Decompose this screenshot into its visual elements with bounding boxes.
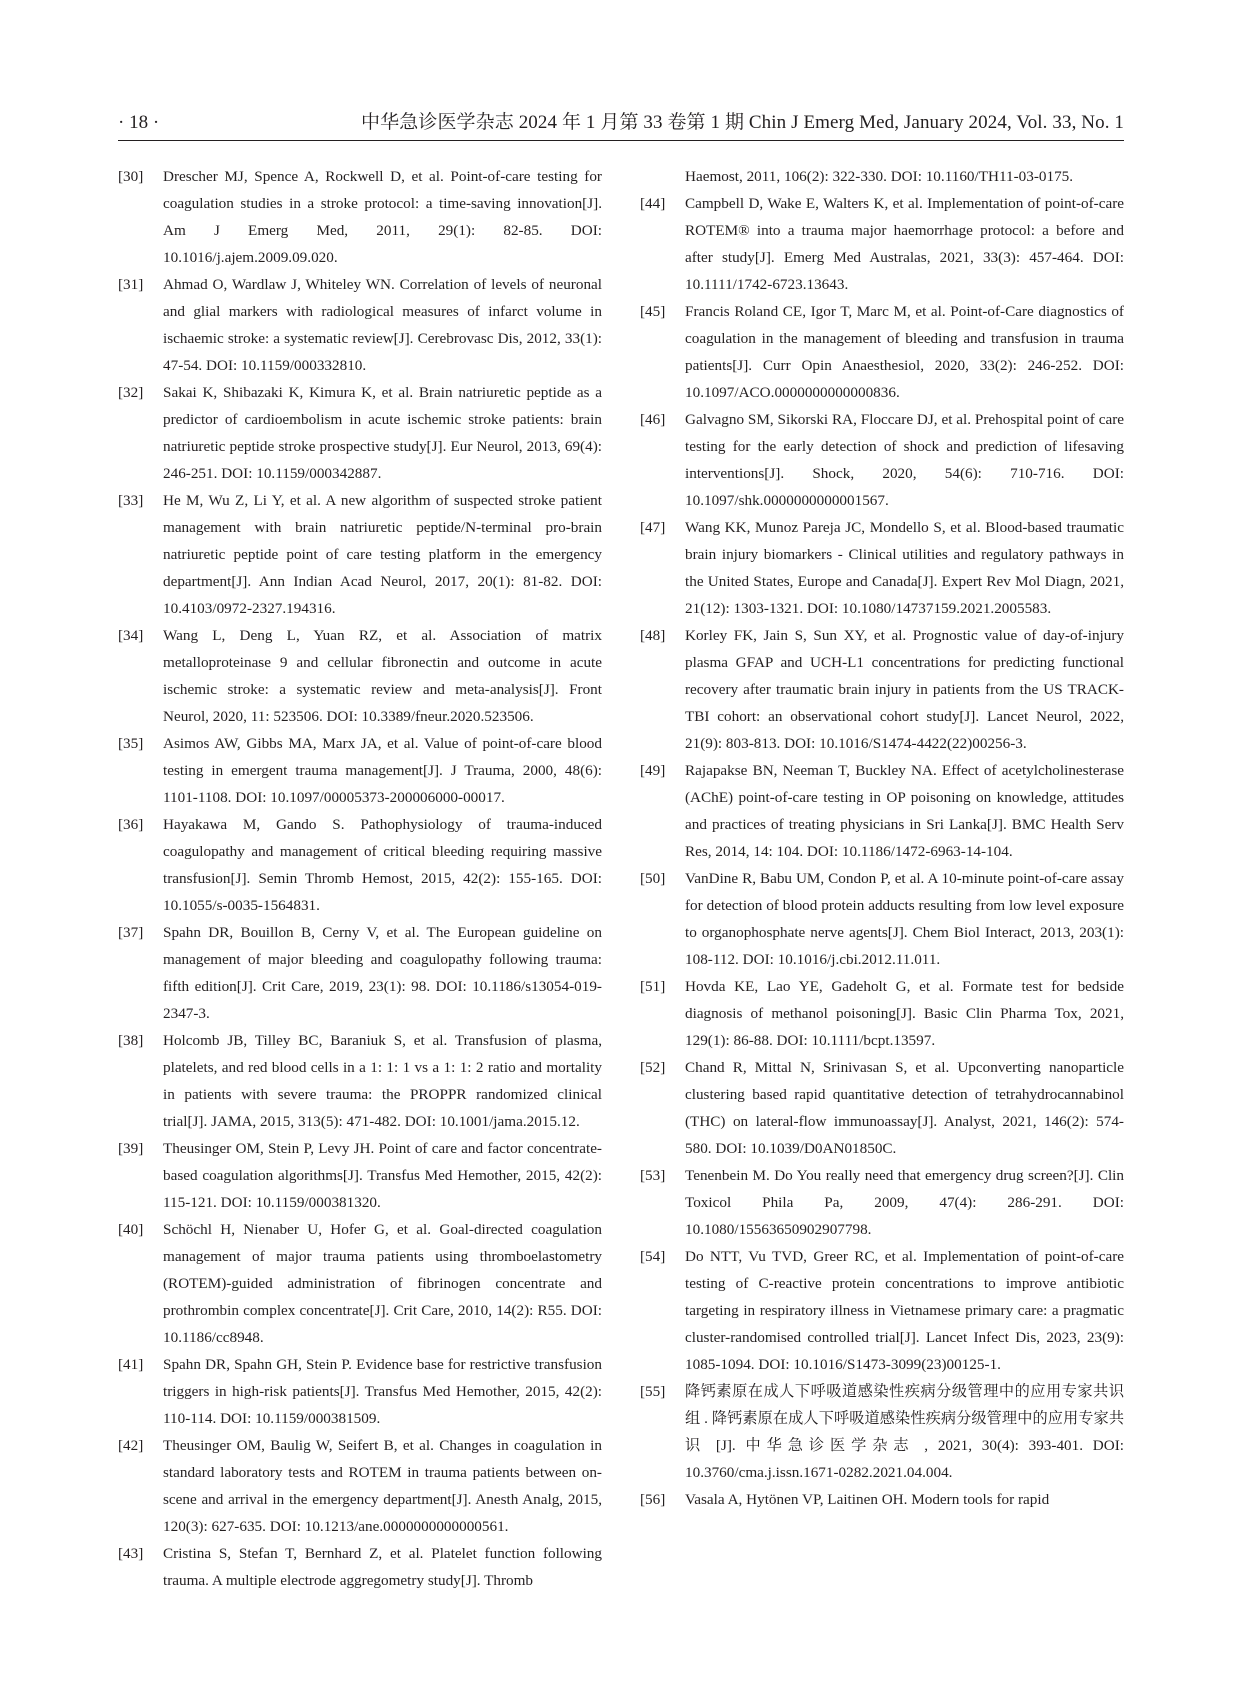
reference-text: Vasala A, Hytönen VP, Laitinen OH. Modern tools for rapid <box>685 1491 1050 1508</box>
reference-text: Schöchl H, Nienaber U, Hofer G, et al. Goal-directed coagulation management of major trauma patients using thromboelastometry (ROTEM)-guided administration of fibrinogen concentrate and prothrombin complex concentrate[J]. Crit Care, 2010, 14(2): R55. DOI: 10.1186/cc8948. <box>163 1221 602 1346</box>
reference-number: [35] <box>118 735 144 752</box>
reference-item <box>640 757 1124 865</box>
reference-item <box>118 1351 602 1432</box>
reference-number: [30] <box>118 168 144 185</box>
reference-text: Do NTT, Vu TVD, Greer RC, et al. Implementation of point-of-care testing of C-reactive protein concentrations to improve antibiotic targeting in respiratory illness in Vietnamese primary care: a pragmatic cluster-randomised controlled trial[J]. Lancet Infect Dis, 2023, 23(9): 1085-1094. DOI: 10.1016/S1473-3099(23)00125-1. <box>685 1248 1124 1373</box>
reference-text: Cristina S, Stefan T, Bernhard Z, et al. Platelet function following trauma. A multiple electrode aggregometry study[J]. Thromb <box>163 1545 602 1589</box>
reference-item <box>640 1378 1124 1486</box>
reference-item <box>118 487 602 622</box>
reference-item <box>640 973 1124 1054</box>
reference-number: [41] <box>118 1356 144 1373</box>
reference-item <box>118 919 602 1027</box>
reference-item <box>640 514 1124 622</box>
reference-text: Spahn DR, Bouillon B, Cerny V, et al. The European guideline on management of major bleeding and coagulopathy following trauma: fifth edition[J]. Crit Care, 2019, 23(1): 98. DOI: 10.1186/s13054-019-2347-3. <box>163 924 602 1022</box>
reference-number: [43] <box>118 1545 144 1562</box>
reference-text: Tenenbein M. Do You really need that emergency drug screen?[J]. Clin Toxicol Phila Pa, 2009, 47(4): 286-291. DOI: 10.1080/15563650902907798. <box>685 1167 1124 1238</box>
reference-text: Hovda KE, Lao YE, Gadeholt G, et al. Formate test for bedside diagnosis of methanol poisoning[J]. Basic Clin Pharma Tox, 2021, 129(1): 86-88. DOI: 10.1111/bcpt.13597. <box>685 978 1124 1049</box>
reference-item <box>118 1135 602 1216</box>
reference-number: [55] <box>640 1383 666 1400</box>
reference-text: Theusinger OM, Baulig W, Seifert B, et al. Changes in coagulation in standard laboratory tests and ROTEM in trauma patients between on-scene and arrival in the emergency department[J]. Anesth Analg, 2015, 120(3): 627-635. DOI: 10.1213/ane.0000000000000561. <box>163 1437 602 1535</box>
reference-item <box>118 1540 602 1594</box>
reference-number: [50] <box>640 870 666 887</box>
reference-text: Wang KK, Munoz Pareja JC, Mondello S, et al. Blood-based traumatic brain injury biomarkers - Clinical utilities and regulatory pathways in the United States, Europe and Canada[J]. Expert Rev Mol Diagn, 2021, 21(12): 1303-1321. DOI: 10.1080/14737159.2021.2005583. <box>685 519 1124 617</box>
reference-number: [40] <box>118 1221 144 1238</box>
reference-item <box>118 730 602 811</box>
reference-item <box>118 1027 602 1135</box>
reference-text: Drescher MJ, Spence A, Rockwell D, et al. Point-of-care testing for coagulation studies in a stroke protocol: a time-saving innovation[J]. Am J Emerg Med, 2011, 29(1): 82-85. DOI: 10.1016/j.ajem.2009.09.020. <box>163 168 602 266</box>
reference-number: [39] <box>118 1140 144 1157</box>
reference-item <box>118 163 602 271</box>
running-header <box>118 110 1124 141</box>
reference-item <box>118 271 602 379</box>
reference-text: Haemost, 2011, 106(2): 322-330. DOI: 10.1160/TH11-03-0175. <box>685 168 1074 185</box>
reference-number: [36] <box>118 816 144 833</box>
reference-number: [51] <box>640 978 666 995</box>
reference-text: Campbell D, Wake E, Walters K, et al. Implementation of point-of-care ROTEM® into a trauma major haemorrhage protocol: a before and after study[J]. Emerg Med Australas, 2021, 33(3): 457-464. DOI: 10.1111/1742-6723.13643. <box>685 195 1124 293</box>
page-number: · 18 · <box>118 112 160 133</box>
reference-number: [33] <box>118 492 144 509</box>
references-left-column <box>118 163 602 1594</box>
reference-number: [34] <box>118 627 144 644</box>
reference-item <box>118 1432 602 1540</box>
reference-text: Rajapakse BN, Neeman T, Buckley NA. Effect of acetylcholinesterase (AChE) point-of-care testing in OP poisoning on knowledge, attitudes and practices of treating physicians in Sri Lanka[J]. BMC Health Serv Res, 2014, 14: 104. DOI: 10.1186/1472-6963-14-104. <box>685 762 1124 860</box>
reference-text: Wang L, Deng L, Yuan RZ, et al. Association of matrix metalloproteinase 9 and cellular fibronectin and outcome in acute ischemic stroke: a systematic review and meta-analysis[J]. Front Neurol, 2020, 11: 523506. DOI: 10.3389/fneur.2020.523506. <box>163 627 602 725</box>
reference-item <box>640 1054 1124 1162</box>
reference-text: Spahn DR, Spahn GH, Stein P. Evidence base for restrictive transfusion triggers in high-risk patients[J]. Transfus Med Hemother, 2015, 42(2): 110-114. DOI: 10.1159/000381509. <box>163 1356 602 1427</box>
reference-number: [53] <box>640 1167 666 1184</box>
reference-number: [48] <box>640 627 666 644</box>
reference-number: [38] <box>118 1032 144 1049</box>
reference-text: Asimos AW, Gibbs MA, Marx JA, et al. Value of point-of-care blood testing in emergent trauma management[J]. J Trauma, 2000, 48(6): 1101-1108. DOI: 10.1097/00005373-200006000-00017. <box>163 735 602 806</box>
reference-item <box>118 622 602 730</box>
reference-number: [37] <box>118 924 144 941</box>
reference-item <box>118 379 602 487</box>
reference-number: [49] <box>640 762 666 779</box>
reference-number: [52] <box>640 1059 666 1076</box>
reference-text: Francis Roland CE, Igor T, Marc M, et al. Point-of-Care diagnostics of coagulation in the management of bleeding and transfusion in trauma patients[J]. Curr Opin Anaesthesiol, 2020, 33(2): 246-252. DOI: 10.1097/ACO.0000000000000836. <box>685 303 1124 401</box>
reference-text: Ahmad O, Wardlaw J, Whiteley WN. Correlation of levels of neuronal and glial markers with radiological measures of infarct volume in ischaemic stroke: a systematic review[J]. Cerebrovasc Dis, 2012, 33(1): 47-54. DOI: 10.1159/000332810. <box>163 276 602 374</box>
reference-text: Galvagno SM, Sikorski RA, Floccare DJ, et al. Prehospital point of care testing for the early detection of shock and prediction of lifesaving interventions[J]. Shock, 2020, 54(6): 710-716. DOI: 10.1097/shk.0000000000001567. <box>685 411 1124 509</box>
reference-number: [42] <box>118 1437 144 1454</box>
reference-item <box>118 1216 602 1351</box>
reference-number: [47] <box>640 519 666 536</box>
reference-item <box>118 811 602 919</box>
reference-item <box>640 1162 1124 1243</box>
reference-item <box>640 865 1124 973</box>
reference-item <box>640 406 1124 514</box>
reference-item <box>640 190 1124 298</box>
reference-text: Korley FK, Jain S, Sun XY, et al. Prognostic value of day-of-injury plasma GFAP and UCH-L1 concentrations for predicting functional recovery after traumatic brain injury in patients from the US TRACK-TBI cohort: an observational cohort study[J]. Lancet Neurol, 2022, 21(9): 803-813. DOI: 10.1016/S1474-4422(22)00256-3. <box>685 627 1124 752</box>
reference-item <box>640 298 1124 406</box>
reference-number: [44] <box>640 195 666 212</box>
reference-continuation <box>640 163 1124 190</box>
reference-number: [54] <box>640 1248 666 1265</box>
reference-text: VanDine R, Babu UM, Condon P, et al. A 10-minute point-of-care assay for detection of blood protein adducts resulting from low level exposure to organophosphate nerve agents[J]. Chem Biol Interact, 2013, 203(1): 108-112. DOI: 10.1016/j.cbi.2012.11.011. <box>685 870 1124 968</box>
reference-item <box>640 622 1124 757</box>
reference-text: Sakai K, Shibazaki K, Kimura K, et al. Brain natriuretic peptide as a predictor of cardioembolism in acute ischemic stroke patients: brain natriuretic peptide stroke prospective study[J]. Eur Neurol, 2013, 69(4): 246-251. DOI: 10.1159/000342887. <box>163 384 602 482</box>
reference-number: [45] <box>640 303 666 320</box>
reference-number: [32] <box>118 384 144 401</box>
reference-text: He M, Wu Z, Li Y, et al. A new algorithm of suspected stroke patient management with brain natriuretic peptide/N-terminal pro-brain natriuretic peptide point of care testing platform in the emergency department[J]. Ann Indian Acad Neurol, 2017, 20(1): 81-82. DOI: 10.4103/0972-2327.194316. <box>163 492 602 617</box>
reference-text: 降钙素原在成人下呼吸道感染性疾病分级管理中的应用专家共识组 . 降钙素原在成人下呼吸道感染性疾病分级管理中的应用专家共识 [J]. 中华急诊医学杂志 , 2021, 30(4): 393-401. DOI: 10.3760/cma.j.issn.1671-0282.2021.04.004. <box>685 1383 1124 1481</box>
journal-citation-line: 中华急诊医学杂志 2024 年 1 月第 33 卷第 1 期 Chin J Emerg Med, January 2024, Vol. 33, No. 1 <box>361 112 1124 133</box>
reference-number: [46] <box>640 411 666 428</box>
reference-text: Theusinger OM, Stein P, Levy JH. Point of care and factor concentrate-based coagulation algorithms[J]. Transfus Med Hemother, 2015, 42(2): 115-121. DOI: 10.1159/000381320. <box>163 1140 602 1211</box>
reference-item <box>640 1486 1124 1513</box>
reference-item <box>640 1243 1124 1378</box>
reference-number: [31] <box>118 276 144 293</box>
reference-text: Chand R, Mittal N, Srinivasan S, et al. Upconverting nanoparticle clustering based rapid quantitative detection of tetrahydrocannabinol (THC) on lateral-flow immunoassay[J]. Analyst, 2021, 146(2): 574-580. DOI: 10.1039/D0AN01850C. <box>685 1059 1124 1157</box>
reference-text: Holcomb JB, Tilley BC, Baraniuk S, et al. Transfusion of plasma, platelets, and red blood cells in a 1: 1: 1 vs a 1: 1: 2 ratio and mortality in patients with severe trauma: the PROPPR randomized clinical trial[J]. JAMA, 2015, 313(5): 471-482. DOI: 10.1001/jama.2015.12. <box>163 1032 602 1130</box>
references-right-column <box>640 163 1124 1513</box>
reference-text: Hayakawa M, Gando S. Pathophysiology of trauma-induced coagulopathy and management of critical bleeding requiring massive transfusion[J]. Semin Thromb Hemost, 2015, 42(2): 155-165. DOI: 10.1055/s-0035-1564831. <box>163 816 602 914</box>
reference-number: [56] <box>640 1491 666 1508</box>
